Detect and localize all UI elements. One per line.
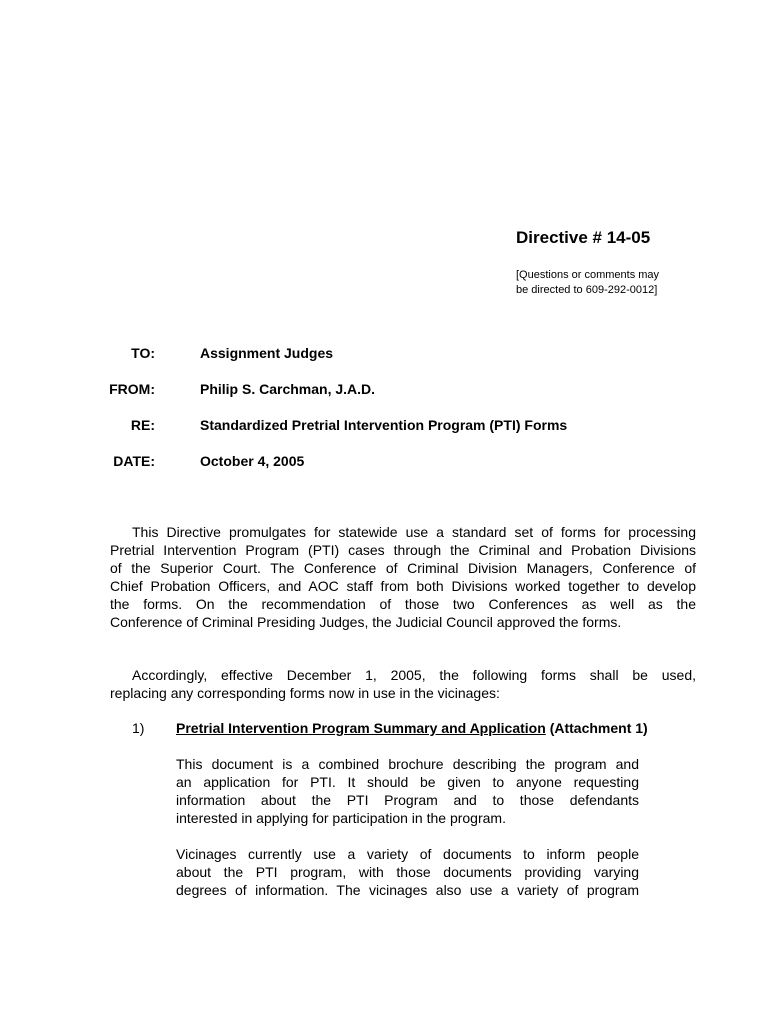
paragraph-line: Vicinages currently use a variety of documents to inform people	[176, 846, 639, 862]
paragraph-line: replacing any corresponding forms now in use in the vicinages:	[110, 685, 500, 701]
re-value: Standardized Pretrial Intervention Program (PTI) Forms	[200, 417, 568, 433]
paragraph-line: information about the PTI Program and to those defendants	[176, 792, 639, 808]
item-title	[176, 720, 648, 736]
to-label: TO:	[131, 345, 155, 361]
item-context	[176, 845, 639, 899]
date-value: October 4, 2005	[200, 453, 305, 469]
contact-line-2: be directed to 609-292-0012]	[516, 284, 658, 296]
paragraph-line: Pretrial Intervention Program (PTI) cases through the Criminal and Probation Divisions	[110, 542, 696, 558]
to-value: Assignment Judges	[200, 345, 334, 361]
re-label: RE:	[130, 417, 155, 433]
item-description	[176, 755, 639, 827]
item-number: 1)	[132, 720, 145, 736]
paragraph-line: about the PTI program, with those documents providing varying	[176, 864, 639, 880]
from-value: Philip S. Carchman, J.A.D.	[200, 381, 376, 397]
paragraph-line: This Directive promulgates for statewide use a standard set of forms for processing	[132, 524, 696, 540]
paragraph-line: Conference of Criminal Presiding Judges, the Judicial Council approved the forms.	[110, 614, 622, 630]
paragraph-line: degrees of information. The vicinages also use a variety of program	[176, 882, 639, 898]
contact-note	[516, 268, 659, 298]
item-title-link-text: Pretrial Intervention Program Summary and Application	[176, 720, 546, 736]
paragraph-line: the forms. On the recommendation of those two Conferences as well as the	[110, 596, 696, 612]
paragraph-line: Chief Probation Officers, and AOC staff from both Divisions worked together to develop	[110, 578, 696, 594]
date-label: DATE:	[113, 453, 155, 469]
paragraph-line: of the Superior Court. The Conference of Criminal Division Managers, Conference of	[110, 560, 696, 576]
intro-paragraph	[110, 523, 696, 631]
contact-line-1: [Questions or comments may	[516, 269, 660, 281]
paragraph-line: interested in applying for participation in the program.	[176, 810, 506, 826]
directive-number: Directive # 14-05	[516, 228, 651, 247]
effective-paragraph	[110, 666, 696, 702]
item-attachment: (Attachment 1)	[549, 720, 648, 736]
paragraph-line: an application for PTI. It should be given to anyone requesting	[176, 774, 639, 790]
from-label: FROM:	[109, 381, 155, 397]
paragraph-line: Accordingly, effective December 1, 2005, the following forms shall be used,	[132, 667, 696, 683]
paragraph-line: This document is a combined brochure describing the program and	[176, 756, 639, 772]
